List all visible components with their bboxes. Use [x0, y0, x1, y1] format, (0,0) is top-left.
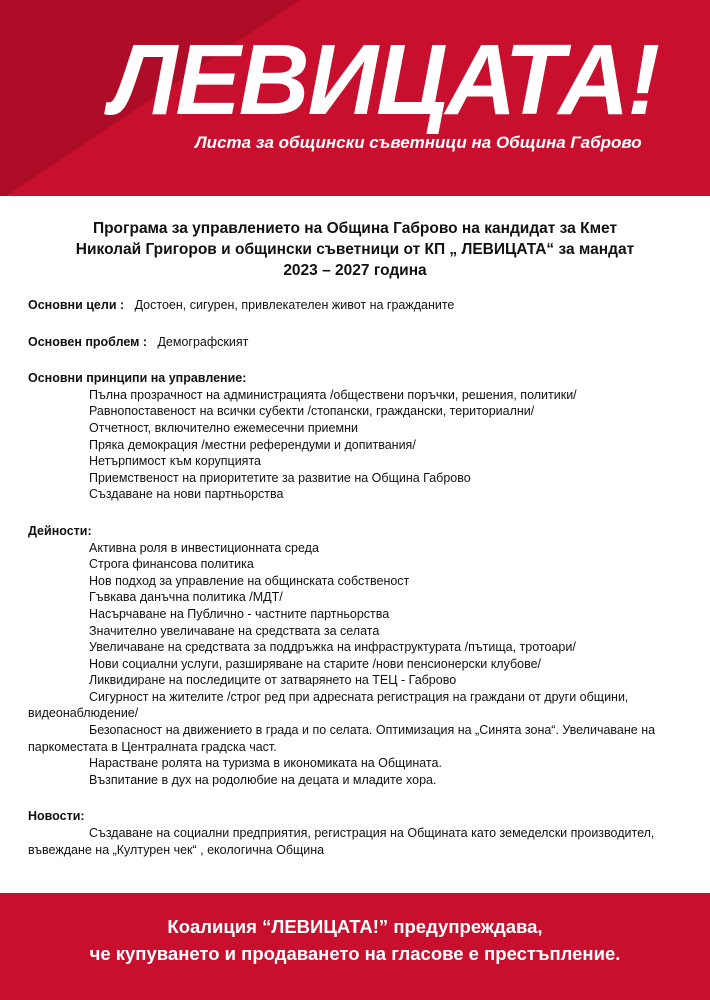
list-item: Ликвидиране на последиците от затварянето на ТЕЦ - Габрово — [89, 673, 457, 688]
title-line-3: 2023 – 2027 година — [283, 262, 427, 279]
footer-line-1: Коалиция “ЛЕВИЦАТА!” предупреждава, — [167, 916, 543, 937]
goals-value: Достоен, сигурен, привлекателен живот на гражданите — [134, 298, 455, 312]
wrapped-line-a: Сигурност на жителите /строг ред при адресната регистрация на граждани от други общини, — [89, 689, 629, 704]
principles-list — [28, 387, 688, 503]
list-item: Строга финансова политика — [89, 557, 254, 572]
list-item: Пряка демокрация /местни референдуми и допитвания/ — [89, 437, 416, 452]
list-item: Създаване на нови партньорства — [89, 487, 284, 502]
list-item-wrapped — [28, 689, 688, 722]
document-title — [0, 218, 710, 281]
wrapped-line-b: видеонаблюдение/ — [28, 706, 139, 721]
list-item: Увеличаване на средствата за поддръжка на инфраструктурата /пътища, тротоари/ — [89, 640, 576, 655]
program-content — [28, 297, 688, 858]
problem-value: Демографският — [157, 334, 249, 349]
news-label: Новости: — [28, 809, 85, 824]
header-banner — [0, 0, 710, 200]
header-subtitle: Листа за общински съветници на Община Габрово — [195, 133, 642, 152]
principles-label: Основни принципи на управление: — [28, 371, 247, 386]
list-item: Насърчаване на Публично - частните партньорства — [89, 606, 390, 621]
activities-label: Дейности: — [28, 523, 92, 538]
news-line-b: въвеждане на „Културен чек“ , екологична Община — [28, 842, 325, 857]
goals-label: Основни цели : — [28, 298, 125, 312]
list-item-wrapped — [28, 722, 688, 755]
list-item: Нов подход за управление на общинската собственост — [89, 573, 410, 588]
list-item: Нарастване ролята на туризма в икономиката на Общината. — [89, 756, 442, 771]
title-line-2: Николай Григоров и общински съветници от КП „ ЛЕВИЦАТА“ за мандат — [75, 241, 635, 258]
list-item: Гъвкава данъчна политика /МДТ/ — [89, 590, 283, 605]
problem-row — [28, 334, 688, 351]
logo-levitsata: ЛЕВИЦАТА! — [110, 24, 659, 136]
list-item: Активна роля в инвестиционната среда — [89, 540, 319, 555]
list-item: Възпитание в дух на родолюбие на децата и младите хора. — [89, 772, 437, 787]
list-item: Равнопоставеност на всички субекти /стопански, граждански, териториални/ — [89, 404, 535, 419]
list-item: Значително увеличаване на средствата за селата — [89, 623, 380, 638]
list-item: Нетърпимост към корупцията — [89, 454, 261, 469]
list-item: Отчетност, включително ежемесечни приемни — [89, 420, 358, 435]
title-line-1: Програма за управлението на Община Габрово на кандидат за Кмет — [92, 220, 618, 237]
footer-line-2: че купуването и продаването на гласове е престъпление. — [89, 943, 621, 964]
list-item: Пълна прозрачност на администрацията /обществени поръчки, решения, политики/ — [89, 387, 577, 402]
wrapped-line-b: паркоместата в Централната градска част. — [28, 739, 277, 754]
news-text — [28, 825, 688, 858]
activities-tail — [28, 755, 688, 788]
footer-warning — [0, 913, 710, 967]
activities-list — [28, 540, 688, 689]
news-line-a: Създаване на социални предприятия, регистрация на Общината като земеделски производител, — [89, 826, 655, 841]
list-item: Приемственост на приоритетите за развитие на Община Габрово — [89, 470, 471, 485]
list-item: Нови социални услуги, разширяване на старите /нови пенсионерски клубове/ — [89, 656, 542, 671]
wrapped-line-a: Безопасност на движението в града и по селата. Оптимизация на „Синята зона“. Увеличаване на — [89, 723, 656, 738]
goals-row — [28, 297, 688, 314]
problem-label: Основен проблем : — [28, 334, 148, 349]
